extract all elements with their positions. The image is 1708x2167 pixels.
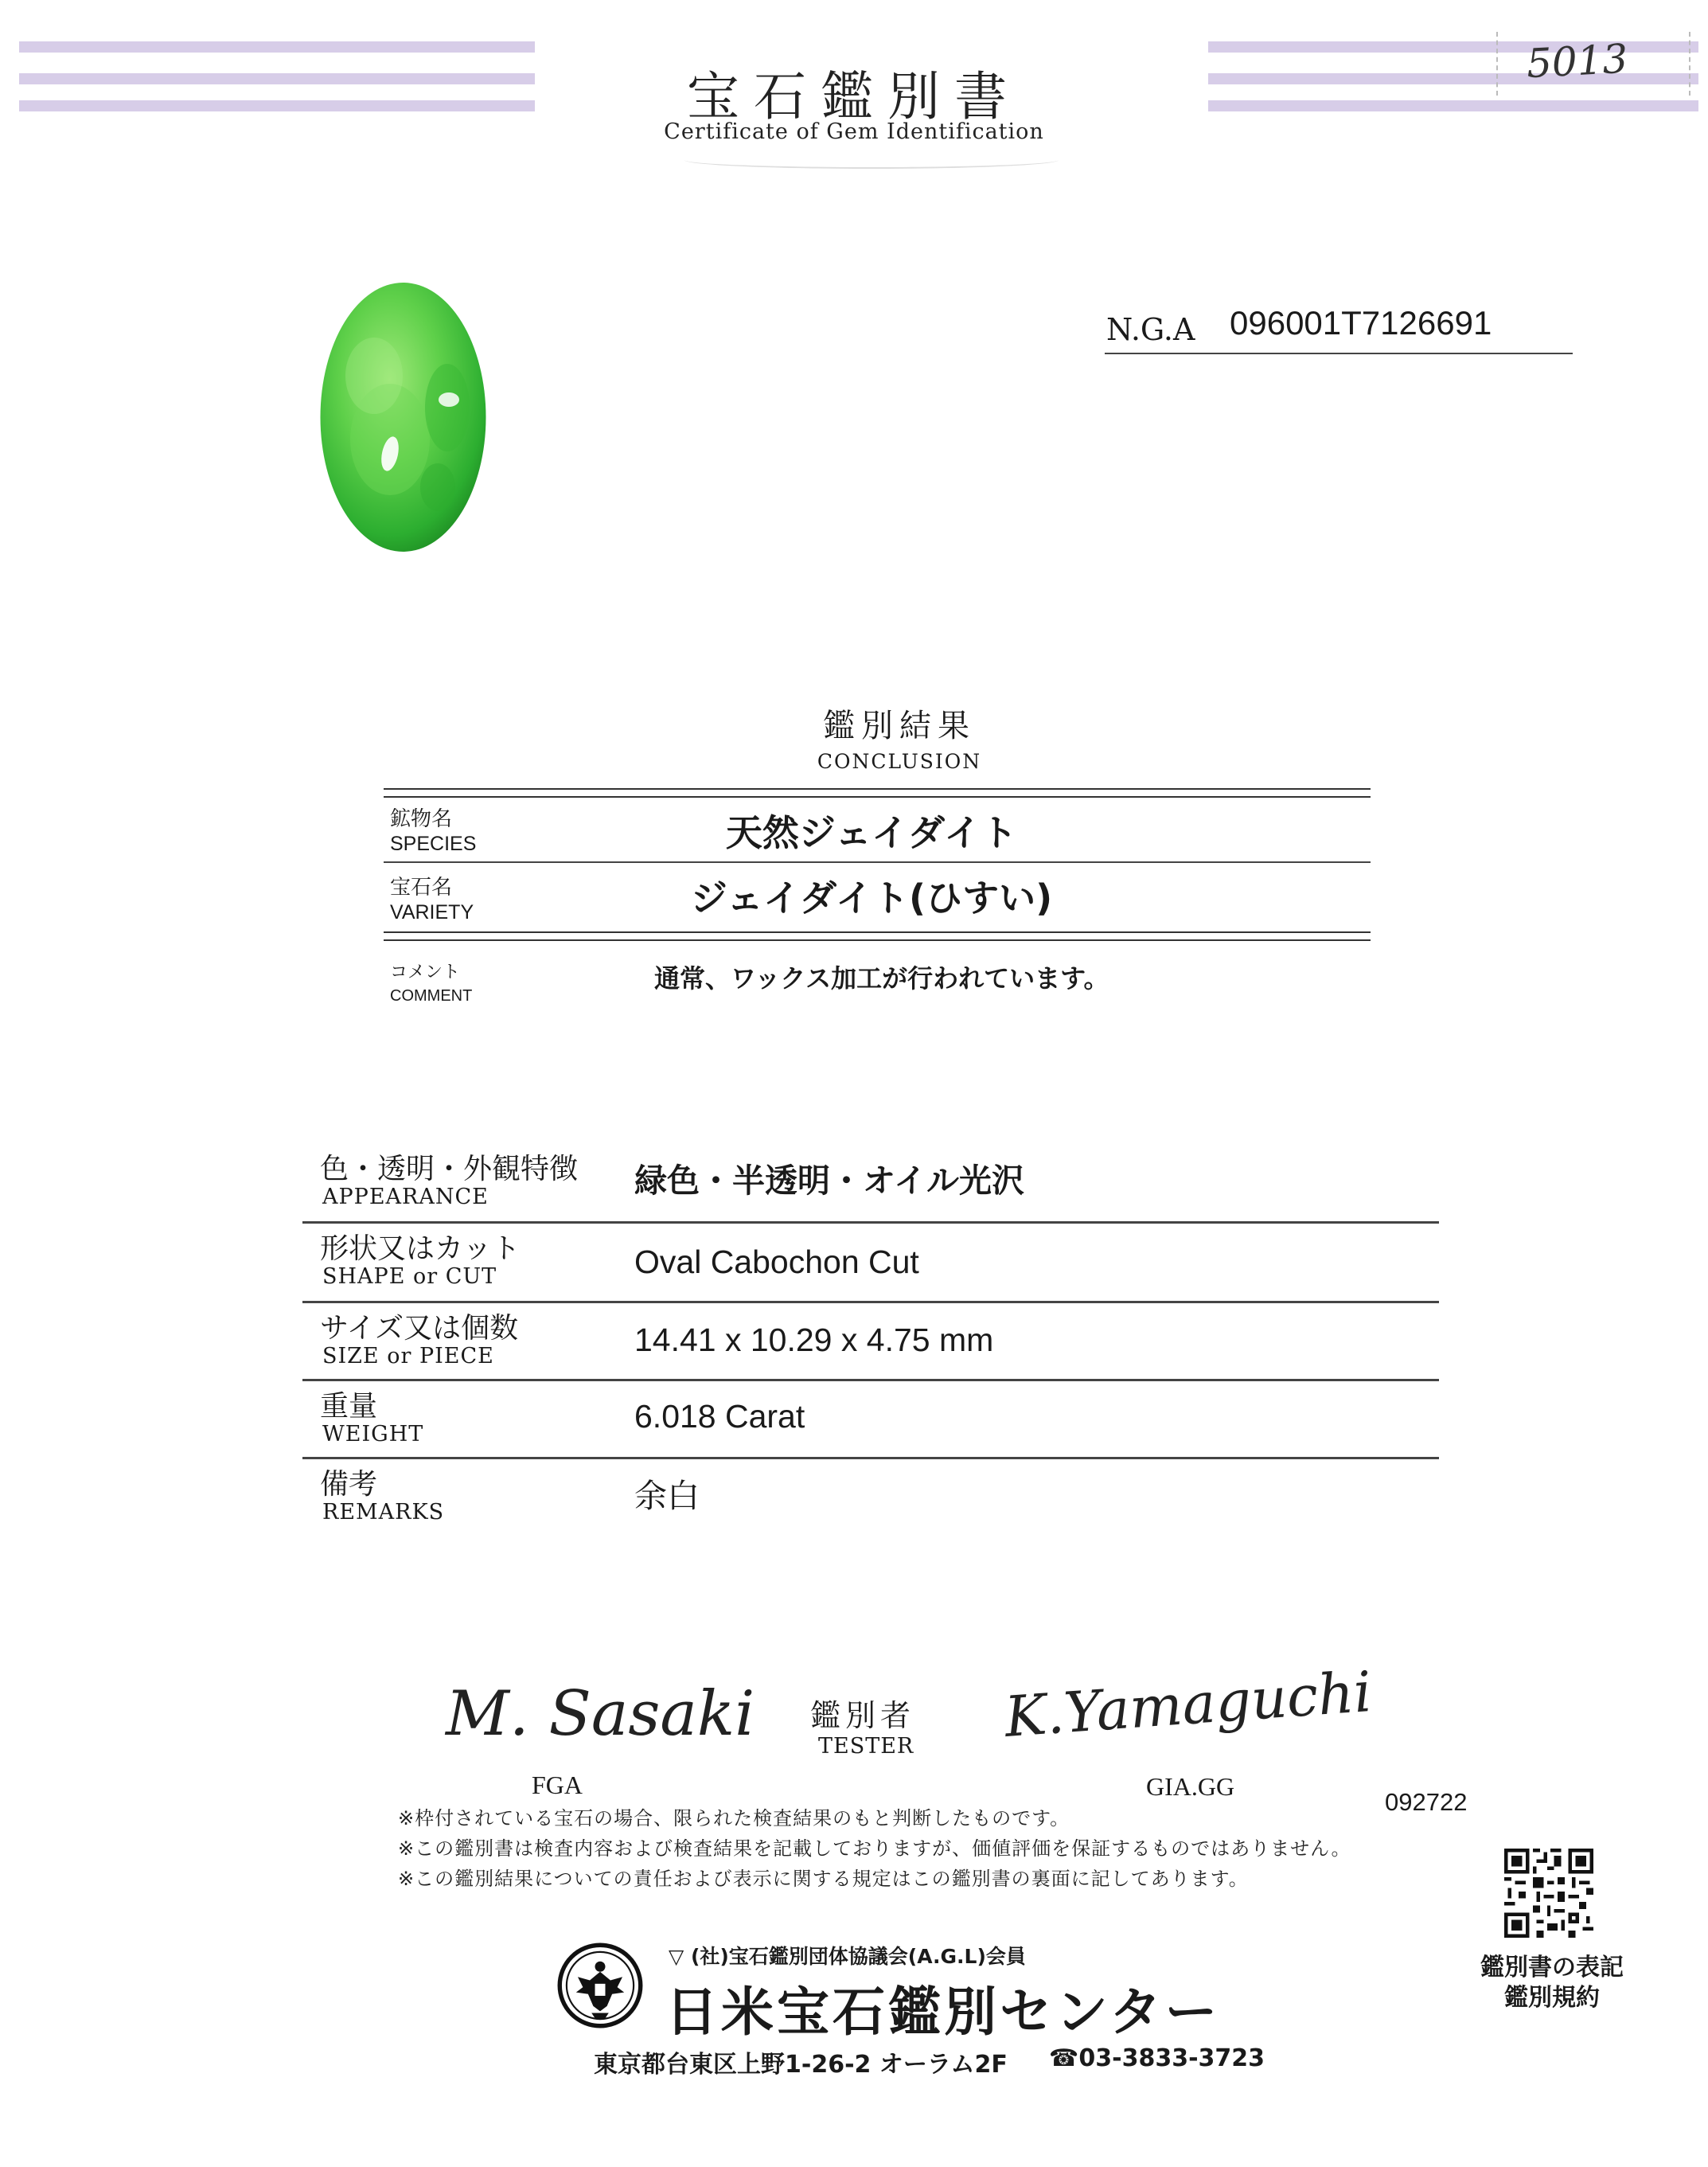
property-rule (302, 1457, 1439, 1459)
header-stripe (19, 41, 535, 53)
center-name: 日米宝石鑑別センター (665, 1982, 1221, 2043)
report-number-underline (1105, 353, 1573, 354)
handwritten-certificate-number: 5013 (1525, 35, 1629, 88)
qr-caption: 鑑別規約 (1504, 1984, 1600, 2012)
report-number-label: N.G.A (1106, 312, 1195, 347)
comment-value: 通常、ワックス加工が行われています。 (654, 963, 1109, 994)
qr-code[interactable] (1504, 1849, 1593, 1938)
table-rule (384, 861, 1371, 863)
conclusion-heading-en: CONCLUSION (817, 750, 982, 773)
weight-value: 6.018 Carat (634, 1398, 805, 1435)
report-number: 096001T7126691 (1230, 304, 1492, 342)
left-signature: M. Sasaki (446, 1678, 755, 1750)
table-rule-double (384, 788, 1371, 798)
note-line: ※この鑑別書は検査内容および検査結果を記載しておりますが、価値評価を保証するものではありません。 (398, 1837, 1351, 1860)
title-underline (684, 151, 1059, 169)
remarks-label-en: REMARKS (322, 1500, 445, 1525)
conclusion-heading: 鑑別結果 (823, 708, 976, 744)
membership-text (669, 1941, 1026, 1970)
variety-label: 宝石名 (390, 876, 453, 900)
size-label: サイズ又は個数 (320, 1312, 519, 1345)
right-signature: K.Yamaguchi (1002, 1658, 1375, 1751)
weight-label-en: WEIGHT (322, 1422, 424, 1447)
remarks-value: 余白 (634, 1477, 700, 1515)
appearance-label-en: APPEARANCE (322, 1185, 489, 1209)
left-signer-title: FGA (532, 1771, 583, 1799)
variety-value: ジェイダイト(ひすい) (690, 877, 1053, 920)
shape-label-en: SHAPE or CUT (322, 1264, 497, 1289)
gemstone-photo (318, 280, 488, 554)
species-value: 天然ジェイダイト (725, 811, 1018, 854)
qr-caption: 鑑別書の表記 (1480, 1954, 1624, 1982)
comment-label: コメント (390, 962, 461, 982)
tester-label-en: TESTER (818, 1734, 914, 1759)
shape-label: 形状又はカット (320, 1232, 521, 1265)
property-rule (302, 1379, 1439, 1381)
membership-label: (社)宝石鑑別団体協議会(A.G.L)会員 (690, 1945, 1026, 1968)
appearance-label: 色・透明・外観特徴 (320, 1153, 579, 1185)
property-rule (302, 1301, 1439, 1303)
address: 東京都台東区上野1-26-2 オーラム2F (594, 2051, 1008, 2079)
phone-number: 03-3833-3723 (1078, 2044, 1265, 2072)
note-line: ※枠付されている宝石の場合、限られた検査結果のもと判断したものです。 (398, 1807, 1070, 1829)
shape-value: Oval Cabochon Cut (634, 1244, 919, 1280)
species-label: 鉱物名 (390, 807, 453, 831)
table-rule-double (384, 931, 1371, 941)
serial-number: 092722 (1385, 1788, 1468, 1816)
species-label-en: SPECIES (390, 833, 477, 855)
weight-label: 重量 (320, 1390, 378, 1423)
property-rule (302, 1221, 1439, 1224)
diamond-icon: ▽ (669, 1945, 684, 1968)
right-signer-title: GIA.GG (1146, 1772, 1235, 1801)
eagle-emblem-icon (557, 1942, 643, 2028)
size-value: 14.41 x 10.29 x 4.75 mm (634, 1322, 994, 1358)
size-label-en: SIZE or PIECE (322, 1344, 494, 1369)
remarks-label: 備考 (320, 1468, 378, 1501)
appearance-value: 緑色・半透明・オイル光沢 (634, 1162, 1024, 1200)
document-subtitle: Certificate of Gem Identification (664, 119, 1044, 144)
tester-label: 鑑別者 (810, 1698, 916, 1733)
note-line: ※この鑑別結果についての責任および表示に関する規定はこの鑑別書の裏面に記してあります。 (398, 1868, 1249, 1890)
variety-label-en: VARIETY (390, 901, 474, 923)
document-title: 宝石鑑別書 (687, 66, 1021, 127)
phone-icon: ☎ (1049, 2044, 1079, 2072)
comment-label-en: COMMENT (390, 987, 473, 1005)
phone (1049, 2044, 1265, 2072)
